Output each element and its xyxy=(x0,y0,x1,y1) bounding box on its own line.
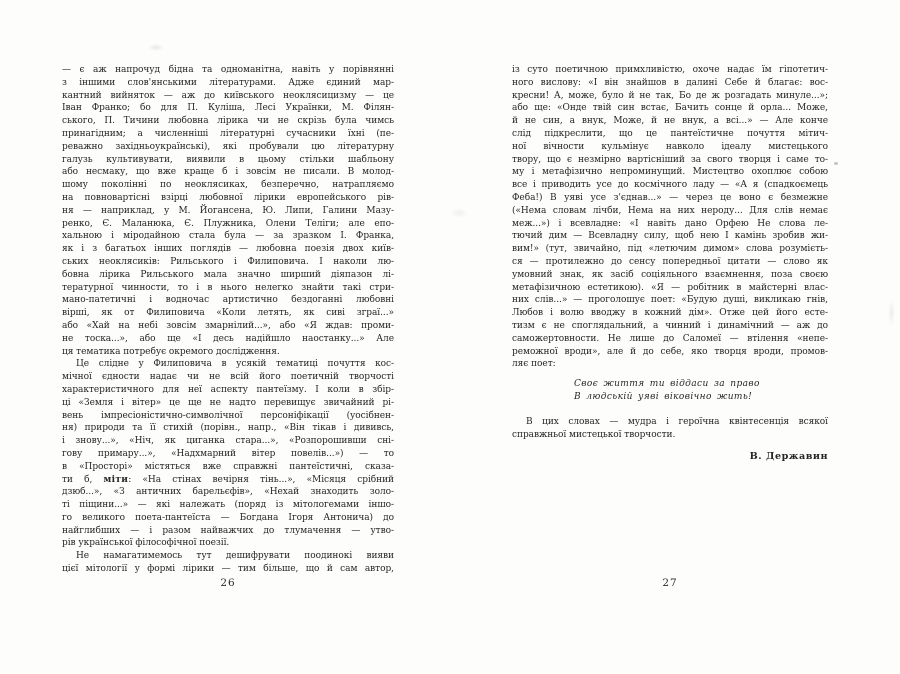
text-line: кантний вийняток — аж до київського неоклясицизму — це xyxy=(62,90,394,101)
page-right xyxy=(512,0,828,674)
text-line: — є аж напрочуд бідна та одноманітна, навіть у порівнянні xyxy=(62,65,394,75)
text-segment: ти б, xyxy=(62,474,104,485)
bold-term: міти xyxy=(103,474,129,485)
text-line: бовна лірика Рильського мала значно ширший діяпазон лі- xyxy=(62,269,394,280)
verse-line: Своє життя ти віддаси за право xyxy=(574,379,760,390)
text-line: ня — наприклад, у М. Йогансена, Ю. Липи, Галини Мазу- xyxy=(62,205,394,216)
author-signature: В. Державин xyxy=(749,450,828,462)
text-line: в «Просторі» містяться вже справжні пантеїстичні, сказа- xyxy=(62,461,394,472)
text-line: Не намагатимемось тут дешифрувати поодинокі вияви xyxy=(76,551,394,562)
text-line: дзюб...», «З античних барельєфів», «Нехай знаходить золо- xyxy=(62,487,394,498)
text-line: вірші, як от Филиповича «Коли летять, як сиві зграї...» xyxy=(62,308,394,319)
text-line: тизм є не споглядальний, а чинний і динамічний — аж до xyxy=(512,320,828,331)
text-line: або ще: «Онде твій син встає, Бачить сонце й орла... Може, xyxy=(512,103,828,114)
page-left xyxy=(62,0,394,674)
text-line: або «Хай на небі зовсім змарнілий...», або «Я ждав: проми- xyxy=(62,320,394,331)
text-line: ських неоклясиків: Рильського і Филиповича. І наколи лю- xyxy=(62,256,394,267)
text-line: не тоска...», або ще «І десь надійшло наостанку...» Але xyxy=(62,333,394,344)
text-line: ті піщини...» — які належать (поряд із мітологемами іншо- xyxy=(62,500,394,511)
text-line: реважно західньоукраїнські), які пробували цю літературну xyxy=(62,141,394,152)
text-line: Це слідне у Филиповича в усякій тематиці почуття кос- xyxy=(76,359,394,370)
text-line: В цих словах — мудра і героїчна квінтесенція всякої xyxy=(526,417,828,428)
text-line: все і приводить усе до космічного ладу — «А я (спадкоємець xyxy=(512,180,828,191)
text-line: тючий дим — Всевладну силу, щоб нею І камінь зробив жи- xyxy=(512,231,828,242)
text-line: саможертовности. Не лише до Саломеї — втілення «непе- xyxy=(512,333,828,344)
text-line: ної вічности кульмінує навколо ідеалу мистецького xyxy=(512,141,828,152)
paragraph xyxy=(512,416,828,442)
text-line: вим!» (тут, звичайно, під «летючим димом» слова розумієть- xyxy=(512,244,828,255)
text-line: Феба!) В уяві усе з'єднав...» — через це воно є безмежне xyxy=(512,192,828,203)
text-line: найглибших — і разом найважчих до тлумачення — утво- xyxy=(62,525,394,536)
text-line: тературної чинности, то і в нього нелегко знайти такі стри- xyxy=(62,282,394,293)
paragraph xyxy=(62,358,394,550)
text-line: ренко, Є. Маланюка, Є. Плужника, Олени Теліги; але епо- xyxy=(62,218,394,229)
text-line: мано-патетичні і водночас артистично бездоганні любовні xyxy=(62,295,394,306)
paragraph xyxy=(62,550,394,576)
verse-quote xyxy=(574,378,828,404)
text-line: і знову...», «Ніч, як циганка стара...», «Розпорошивши сні- xyxy=(62,436,394,447)
paragraph xyxy=(512,64,828,371)
text-line: з іншими слов'янськими літературами. Адже єдиний мар- xyxy=(62,77,394,88)
text-line: твору, що є незмірно вартісніший за свого творця і саме то- xyxy=(512,154,828,165)
page-right-text xyxy=(512,64,828,464)
page-left-text xyxy=(62,64,394,576)
text-line: й не син, а внук, Може, й не внук, а всі...» — Але конче xyxy=(512,116,828,127)
text-line: реможної вроди», але й до себе, яко творця вроди, промов- xyxy=(512,346,828,357)
text-line: Іван Франко; бо для П. Куліша, Лесі Українки, М. Філян- xyxy=(62,103,394,114)
text-line: хальною і міродайною стала була — за зразком І. Франка, xyxy=(62,231,394,242)
text-line: му і метафізично непроминущий. Мистецтво охоплює собою xyxy=(512,167,828,178)
text-line: галузь культивувати, виявили в цьому стільки шабльону xyxy=(62,154,394,165)
text-line: них слів...» — проголошує поет: «Будую душі, викликаю гнів, xyxy=(512,295,828,306)
text-line: («Нема словам лічби, Нема на них нероду... Для слів немає xyxy=(512,205,828,216)
text-line: принагідним; а численніші літературні сучасники їхні (пе- xyxy=(62,128,394,139)
text-line: рів української філософічної поезії. xyxy=(62,538,230,549)
text-line xyxy=(62,474,394,487)
text-line: Любов і волю вводжу в кожний дім». Отже цей його есте- xyxy=(512,308,828,319)
text-line: або несмаку, що вже краще б і зовсім не писали. В молод- xyxy=(62,167,394,178)
paragraph xyxy=(62,64,394,358)
text-line: слід підкреслити, що це пантеїстичне почуття мітич- xyxy=(512,128,828,139)
scan-artifact xyxy=(834,162,838,165)
text-line: цієї мітології у формі лірики — тим більше, що й сам автор, xyxy=(62,564,394,575)
text-line: го великого поета-пантеїста — Богдана Ігоря Антонича) до xyxy=(62,512,394,523)
text-line: справжньої мистецької творчости. xyxy=(512,429,676,440)
scan-artifact xyxy=(888,300,895,326)
text-line: характеристичного для неї аспекту пантеїзму. І коли в збір- xyxy=(62,384,394,395)
text-line: як і з багатьох інших поглядів — любовна поезія двох київ- xyxy=(62,244,394,255)
text-line: ляє поет: xyxy=(512,359,556,370)
text-line: умовний знак, як засіб соціяльного взаємнення, поза своєю xyxy=(512,269,828,280)
page-number-left: 26 xyxy=(220,577,236,589)
text-line: ця тематика потребує окремого дослідження. xyxy=(62,346,280,357)
text-line: кресни! А, може, було й не так, Бо де ж розгадать минуле...»; xyxy=(512,90,828,101)
text-line: меж...») і всевладне: «І навіть дано Орфею Не слова ле- xyxy=(512,218,828,229)
text-line: метафізичною естетикою). «Я — робітник в майстерні влас- xyxy=(512,282,828,293)
text-line: вень імпресіоністично-символічної персоніфікації (уосібнен- xyxy=(62,410,394,421)
text-line: гову примару...», «Надхмарний вітер повелів...») — то xyxy=(62,448,394,459)
text-line: мічної єдности надає чи не всій його поетичній творчості xyxy=(62,372,394,383)
text-line: із суто поетичною примхливістю, охоче надає їм гіпотетич- xyxy=(512,65,828,75)
text-line: ся — протилежно до сенсу попередньої цитати — слово як xyxy=(512,256,828,267)
text-line: ня) природи та її стихій (порівн., напр., «Він тікав і дививсь, xyxy=(62,423,394,434)
verse-line: В людській уяві віковічно жить! xyxy=(574,392,753,403)
scan-artifact xyxy=(450,208,468,218)
text-line: ського, П. Тичини любовна лірика чи не скрізь була чимсь xyxy=(62,116,394,127)
text-line: на повновартісні взірці любовної лірики европейського рів- xyxy=(62,192,394,203)
text-line: ці «Земля і вітер» це ще не надто перевищує звичайний рі- xyxy=(62,397,394,408)
text-line: шому поколінні по неоклясиках, безперечно, натрапляємо xyxy=(62,180,394,191)
text-line: ного вислову: «І він знайшов в далині Себе й благає: вос- xyxy=(512,77,828,88)
page-number-right: 27 xyxy=(662,577,678,589)
text-segment: : «На стінах вечірня тінь...», «Місяця срібний xyxy=(128,474,394,485)
